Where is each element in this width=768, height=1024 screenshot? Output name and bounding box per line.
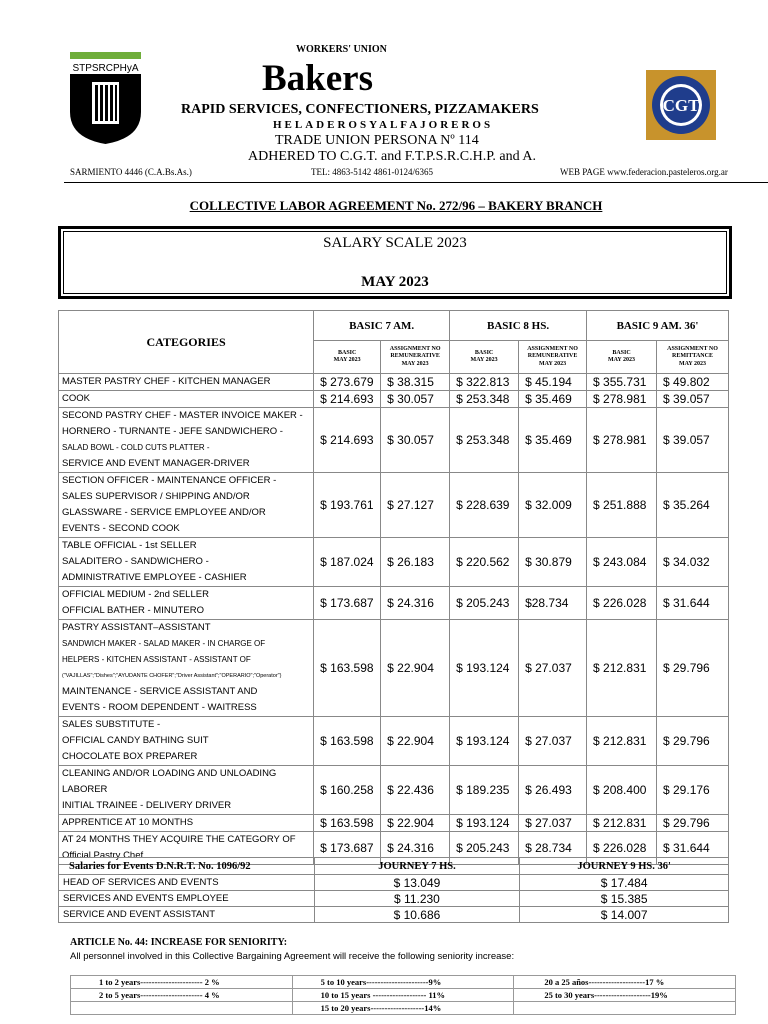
- salary-value: $ 187.024: [314, 538, 381, 587]
- event-value-7hs: $ 11.230: [314, 891, 520, 907]
- article-text: All personnel involved in this Collective Bargaining Agreement will receive the following seniority increase:: [70, 951, 515, 962]
- category-cell: [59, 815, 314, 832]
- category-cell: [59, 587, 314, 620]
- event-value-9hs: $ 14.007: [520, 907, 729, 923]
- salary-value: $ 220.562: [450, 538, 519, 587]
- salary-value: $ 205.243: [450, 587, 519, 620]
- salary-value: $ 22.904: [381, 815, 450, 832]
- category-line: SANDWICH MAKER - SALAD MAKER - IN CHARGE OF: [62, 639, 266, 648]
- salary-value: $ 22.436: [381, 766, 450, 815]
- table-row: [59, 538, 729, 587]
- salary-value: $ 212.831: [587, 815, 657, 832]
- salary-value: $ 228.639: [450, 473, 519, 538]
- table-row: [59, 374, 729, 391]
- salary-value: $ 24.316: [381, 587, 450, 620]
- category-line: GLASSWARE - SERVICE EMPLOYEE AND/OR: [62, 507, 266, 518]
- salary-value: $ 29.796: [657, 717, 729, 766]
- table-row: [71, 976, 736, 989]
- category-line: SECTION OFFICER - MAINTENANCE OFFICER -: [62, 475, 277, 486]
- category-cell: [59, 766, 314, 815]
- cgt-logo: [646, 70, 716, 140]
- header-union-persona: TRADE UNION PERSONA Nº 114: [275, 133, 479, 148]
- seniority-cell: 15 to 20 years-------------------14%: [292, 1002, 514, 1015]
- category-cell: [59, 620, 314, 717]
- header-services: RAPID SERVICES, CONFECTIONERS, PIZZAMAKERS: [181, 102, 539, 117]
- category-cell: [59, 717, 314, 766]
- event-value-7hs: $ 10.686: [314, 907, 520, 923]
- category-line: SALES SUBSTITUTE -: [62, 719, 161, 730]
- category-line: INITIAL TRAINEE - DELIVERY DRIVER: [62, 800, 232, 811]
- salary-value: $ 173.687: [314, 832, 381, 865]
- subheader-line: ASSIGNMENT NO: [527, 346, 578, 353]
- category-line: COOK: [62, 393, 90, 404]
- event-role: SERVICE AND EVENT ASSISTANT: [59, 907, 315, 923]
- event-value-9hs: $ 15.385: [520, 891, 729, 907]
- address: SARMIENTO 4446 (C.A.Bs.As.): [70, 167, 192, 177]
- group-header: BASIC 8 HS.: [450, 311, 587, 341]
- salary-value: $ 26.183: [381, 538, 450, 587]
- subheader-line: MAY 2023: [539, 360, 567, 367]
- category-line: EVENTS - SECOND COOK: [62, 523, 180, 534]
- salary-value: $ 212.831: [587, 717, 657, 766]
- web-page: WEB PAGE www.federacion.pasteleros.org.ar: [560, 167, 728, 177]
- category-line: OFFICIAL CANDY BATHING SUIT: [62, 735, 209, 746]
- category-line: EVENTS - ROOM DEPENDENT - WAITRESS: [62, 702, 257, 713]
- header-adhered: ADHERED TO C.G.T. and F.T.P.S.R.C.H.P. and A.: [248, 149, 536, 164]
- seniority-table: [70, 975, 736, 1015]
- salary-value: $ 39.057: [657, 391, 729, 408]
- category-line: PASTRY ASSISTANT–ASSISTANT: [62, 622, 211, 633]
- salary-value: $ 32.009: [519, 473, 587, 538]
- subheader-line: MAY 2023: [333, 357, 361, 363]
- salary-value: $ 35.469: [519, 391, 587, 408]
- column-subheader: [314, 341, 381, 374]
- salary-value: $ 173.687: [314, 587, 381, 620]
- salary-value: $ 26.493: [519, 766, 587, 815]
- salary-scale-month: MAY 2023: [361, 274, 429, 290]
- union-logo: [68, 52, 143, 144]
- category-line: HELPERS - KITCHEN ASSISTANT - ASSISTANT OF: [62, 655, 251, 664]
- category-cell: [59, 538, 314, 587]
- salary-value: $ 226.028: [587, 587, 657, 620]
- seniority-cell: 20 a 25 años--------------------17 %: [514, 976, 736, 989]
- category-line: HORNERO - TURNANTE - JEFE SANDWICHERO -: [62, 426, 283, 437]
- salary-value: $ 251.888: [587, 473, 657, 538]
- category-line: SALES SUPERVISOR / SHIPPING AND/OR: [62, 491, 250, 502]
- salary-value: $ 30.057: [381, 408, 450, 473]
- salary-value: $ 278.981: [587, 391, 657, 408]
- column-subheader: [587, 341, 657, 374]
- category-line: APPRENTICE AT 10 MONTHS: [62, 817, 194, 828]
- salary-value: $ 29.796: [657, 620, 729, 717]
- salary-value: $ 27.127: [381, 473, 450, 538]
- salary-value: $ 28.734: [519, 832, 587, 865]
- category-line: AT 24 MONTHS THEY ACQUIRE THE CATEGORY OF: [62, 834, 296, 845]
- salary-value: $ 49.802: [657, 374, 729, 391]
- category-line: OFFICIAL BATHER - MINUTERO: [62, 605, 204, 616]
- category-line: SERVICE AND EVENT MANAGER-DRIVER: [62, 458, 250, 469]
- events-header-label: Salaries for Events D.N.R.T. No. 1096/92: [59, 858, 315, 875]
- telephone: TEL: 4863-5142 4861-0124/6365: [311, 167, 433, 177]
- header-heladeros: HELADEROSYALFAJOREROS: [273, 119, 494, 131]
- events-header-journey-9: JOURNEY 9 HS. 36': [520, 858, 729, 875]
- salary-value: $ 322.813: [450, 374, 519, 391]
- category-line: CHOCOLATE BOX PREPARER: [62, 751, 198, 762]
- salary-value: $ 163.598: [314, 717, 381, 766]
- salary-table-body: [59, 374, 729, 865]
- table-row: [71, 989, 736, 1002]
- category-line: OFFICIAL MEDIUM - 2nd SELLER: [62, 589, 209, 600]
- salary-value: $ 253.348: [450, 391, 519, 408]
- category-line: MASTER PASTRY CHEF - KITCHEN MANAGER: [62, 376, 271, 387]
- category-cell: [59, 374, 314, 391]
- table-row: [59, 473, 729, 538]
- salary-value: $ 193.124: [450, 620, 519, 717]
- category-line: ADMINISTRATIVE EMPLOYEE - CASHIER: [62, 572, 247, 583]
- salary-value: $ 243.084: [587, 538, 657, 587]
- salary-value: $ 35.264: [657, 473, 729, 538]
- category-line: MAINTENANCE - SERVICE ASSISTANT AND: [62, 686, 258, 697]
- event-role: SERVICES AND EVENTS EMPLOYEE: [59, 891, 315, 907]
- subheader-line: BASIC: [337, 349, 357, 356]
- seniority-cell: 10 to 15 years ------------------- 11%: [292, 989, 514, 1002]
- salary-value: $ 355.731: [587, 374, 657, 391]
- seniority-cell: 2 to 5 years---------------------- 4 %: [71, 989, 293, 1002]
- salary-value: $ 214.693: [314, 391, 381, 408]
- salary-value: $ 35.469: [519, 408, 587, 473]
- salary-value: $ 27.037: [519, 717, 587, 766]
- salary-value: $ 27.037: [519, 815, 587, 832]
- table-row: [59, 408, 729, 473]
- logo-text: STPSRCPHyA: [72, 63, 139, 74]
- article-title: ARTICLE No. 44: INCREASE FOR SENIORITY:: [70, 937, 288, 948]
- events-table-body: [59, 875, 729, 923]
- event-value-9hs: $ 17.484: [520, 875, 729, 891]
- table-row: [71, 1002, 736, 1015]
- salary-value: $ 160.258: [314, 766, 381, 815]
- agreement-title: COLLECTIVE LABOR AGREEMENT No. 272/96 – BAKERY BRANCH: [189, 198, 603, 213]
- workers-union-label: WORKERS' UNION: [296, 44, 387, 55]
- column-subheader: [381, 341, 450, 374]
- category-line: Official Pastry Chef: [62, 850, 144, 861]
- category-line: SALAD BOWL - COLD CUTS PLATTER -: [62, 443, 210, 452]
- seniority-table-body: [71, 976, 736, 1015]
- category-cell: [59, 391, 314, 408]
- subheader-line: MAY 2023: [678, 360, 707, 367]
- salary-value: $ 189.235: [450, 766, 519, 815]
- cgt-logo-text: CGT: [662, 96, 700, 115]
- seniority-cell: 1 to 2 years---------------------- 2 %: [71, 976, 293, 989]
- subheader-line: MAY 2023: [470, 357, 498, 363]
- category-line: SALADITERO - SANDWICHERO -: [62, 556, 209, 567]
- category-line: ("VAJILLAS";"Dishes";"AYUDANTE CHOFER";"Driver Assistant";"OPERARIO";"Operator"): [62, 673, 282, 679]
- seniority-cell: [71, 1002, 293, 1015]
- salary-value: $ 214.693: [314, 408, 381, 473]
- events-table: [58, 857, 729, 923]
- table-row: [59, 620, 729, 717]
- salary-value: $ 29.176: [657, 766, 729, 815]
- salary-value: $ 278.981: [587, 408, 657, 473]
- subheader-line: ASSIGNMENT NO: [389, 346, 441, 353]
- page-title: Bakers: [262, 58, 373, 99]
- events-header-journey-7: JOURNEY 7 HS.: [314, 858, 520, 875]
- header-divider: [64, 182, 768, 183]
- salary-value: $ 45.194: [519, 374, 587, 391]
- categories-header: CATEGORIES: [59, 311, 314, 374]
- salary-value: $ 24.316: [381, 832, 450, 865]
- table-row: [59, 907, 729, 923]
- event-value-7hs: $ 13.049: [314, 875, 520, 891]
- subheader-line: REMUNERATIVE: [527, 353, 578, 360]
- seniority-cell: 25 to 30 years--------------------19%: [514, 989, 736, 1002]
- column-subheader: [519, 341, 587, 374]
- seniority-cell: [514, 1002, 736, 1015]
- subheader-line: ASSIGNMENT NO: [667, 346, 718, 353]
- salary-value: $ 31.644: [657, 832, 729, 865]
- salary-value: $ 226.028: [587, 832, 657, 865]
- category-cell: [59, 473, 314, 538]
- salary-value: $ 193.124: [450, 815, 519, 832]
- table-row: [59, 391, 729, 408]
- table-row: [59, 891, 729, 907]
- salary-value: $ 39.057: [657, 408, 729, 473]
- salary-value: $ 163.598: [314, 620, 381, 717]
- salary-value: $ 38.315: [381, 374, 450, 391]
- seniority-cell: 5 to 10 years----------------------9%: [292, 976, 514, 989]
- column-subheader: [450, 341, 519, 374]
- salary-value: $ 31.644: [657, 587, 729, 620]
- group-header: BASIC 7 AM.: [314, 311, 450, 341]
- table-row: [59, 766, 729, 815]
- table-row: [59, 587, 729, 620]
- table-row: [59, 717, 729, 766]
- salary-value: $ 205.243: [450, 832, 519, 865]
- salary-value: $ 163.598: [314, 815, 381, 832]
- table-row: [59, 815, 729, 832]
- subheader-line: MAY 2023: [607, 357, 636, 363]
- subheader-line: BASIC: [474, 349, 494, 356]
- salary-value: $ 212.831: [587, 620, 657, 717]
- category-cell: [59, 408, 314, 473]
- subheader-line: REMITTANCE: [672, 353, 713, 360]
- salary-table: [58, 310, 729, 865]
- category-line: SECOND PASTRY CHEF - MASTER INVOICE MAKER -: [62, 410, 303, 421]
- salary-scale-title: SALARY SCALE 2023: [323, 235, 467, 251]
- salary-value: $ 30.879: [519, 538, 587, 587]
- table-row: [59, 875, 729, 891]
- salary-value: $28.734: [519, 587, 587, 620]
- category-line: CLEANING AND/OR LOADING AND UNLOADING LABORER: [62, 768, 277, 795]
- salary-value: $ 208.400: [587, 766, 657, 815]
- salary-value: $ 22.904: [381, 717, 450, 766]
- group-header: BASIC 9 AM. 36': [587, 311, 729, 341]
- salary-value: $ 27.037: [519, 620, 587, 717]
- salary-value: $ 30.057: [381, 391, 450, 408]
- salary-value: $ 253.348: [450, 408, 519, 473]
- salary-value: $ 34.032: [657, 538, 729, 587]
- salary-value: $ 193.124: [450, 717, 519, 766]
- subheader-line: BASIC: [612, 349, 631, 356]
- salary-value: $ 29.796: [657, 815, 729, 832]
- category-line: TABLE OFFICIAL - 1st SELLER: [62, 540, 197, 551]
- salary-value: $ 22.904: [381, 620, 450, 717]
- subheader-line: MAY 2023: [401, 360, 429, 367]
- salary-value: $ 193.761: [314, 473, 381, 538]
- salary-value: $ 273.679: [314, 374, 381, 391]
- column-subheader: [657, 341, 729, 374]
- subheader-line: REMUNERATIVE: [390, 353, 440, 360]
- event-role: HEAD OF SERVICES AND EVENTS: [59, 875, 315, 891]
